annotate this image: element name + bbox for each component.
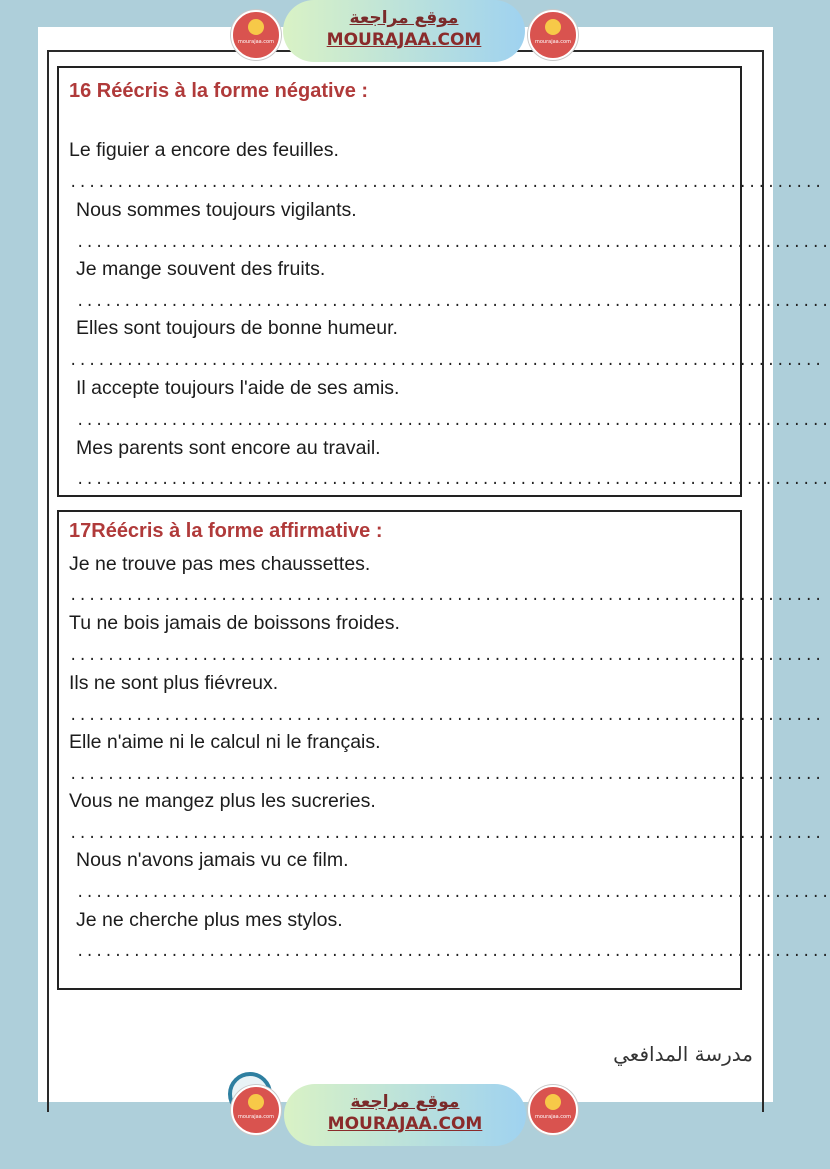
ex17-sentence-4: Elle n'aime ni le calcul ni le français. bbox=[69, 731, 381, 753]
ex17-sentence-6: Nous n'avons jamais vu ce film. bbox=[76, 849, 349, 871]
ex16-answer-line-4: ................................................................................ bbox=[69, 353, 824, 369]
logo-caption: mourajaa.com bbox=[534, 39, 571, 45]
logo-caption: mourajaa.com bbox=[237, 39, 274, 45]
banner-arabic-text[interactable]: موقع مراجعة bbox=[350, 1092, 460, 1112]
ex17-sentence-3: Ils ne sont plus fiévreux. bbox=[69, 672, 279, 694]
site-logo-icon bbox=[231, 1085, 281, 1135]
exercise-16-title: 16 Réécris à la forme négative : bbox=[69, 80, 369, 102]
ex16-sentence-5: Il accepte toujours l'aide de ses amis. bbox=[76, 377, 400, 399]
ex17-sentence-2: Tu ne bois jamais de boissons froides. bbox=[69, 612, 400, 634]
ex17-answer-line-4: ................................................................................ bbox=[69, 767, 824, 783]
ex17-sentence-7: Je ne cherche plus mes stylos. bbox=[76, 909, 343, 931]
logo-emblem-icon bbox=[248, 19, 264, 35]
site-banner-bottom[interactable] bbox=[284, 1084, 526, 1146]
banner-site-link[interactable]: MOURAJAA.COM bbox=[327, 1114, 483, 1134]
logo-caption: mourajaa.com bbox=[534, 1114, 571, 1120]
site-logo-icon bbox=[528, 1085, 578, 1135]
logo-emblem-icon bbox=[248, 1094, 264, 1110]
ex17-answer-line-6: ................................................................................ bbox=[76, 885, 830, 901]
exercise-16-box bbox=[57, 66, 830, 497]
exercise-17-box bbox=[57, 510, 830, 990]
ex16-sentence-2: Nous sommes toujours vigilants. bbox=[76, 199, 357, 221]
ex16-sentence-6: Mes parents sont encore au travail. bbox=[76, 437, 381, 459]
ex17-sentence-5: Vous ne mangez plus les sucreries. bbox=[69, 790, 376, 812]
ex17-answer-line-7: ................................................................................ bbox=[76, 944, 830, 960]
ex16-answer-line-2: ................................................................................ bbox=[76, 235, 830, 251]
logo-emblem-icon bbox=[545, 1094, 561, 1110]
ex17-answer-line-3: ................................................................................ bbox=[69, 708, 824, 724]
ex16-answer-line-3: ................................................................................ bbox=[76, 294, 830, 310]
site-banner-top[interactable] bbox=[283, 0, 525, 62]
logo-emblem-icon bbox=[545, 19, 561, 35]
worksheet-page bbox=[38, 27, 830, 1102]
ex16-answer-line-5: ................................................................................ bbox=[76, 413, 830, 429]
ex17-sentence-1: Je ne trouve pas mes chaussettes. bbox=[69, 553, 371, 575]
ex16-sentence-1: Le figuier a encore des feuilles. bbox=[69, 139, 339, 161]
school-name: مدرسة المدافعي bbox=[613, 1042, 753, 1066]
logo-caption: mourajaa.com bbox=[237, 1114, 274, 1120]
banner-site-link[interactable]: MOURAJAA.COM bbox=[326, 30, 482, 50]
ex17-answer-line-5: ................................................................................ bbox=[69, 826, 824, 842]
ex16-answer-line-1: ................................................................................ bbox=[69, 175, 824, 191]
site-logo-icon bbox=[528, 10, 578, 60]
exercise-17-title: 17Réécris à la forme affirmative : bbox=[69, 520, 383, 542]
banner-arabic-text[interactable]: موقع مراجعة bbox=[349, 8, 459, 28]
ex17-answer-line-1: ................................................................................ bbox=[69, 588, 824, 604]
ex16-answer-line-6: ................................................................................ bbox=[76, 472, 830, 488]
ex17-answer-line-2: ................................................................................ bbox=[69, 648, 824, 664]
ex16-sentence-3: Je mange souvent des fruits. bbox=[76, 258, 326, 280]
site-logo-icon bbox=[231, 10, 281, 60]
ex16-sentence-4: Elles sont toujours de bonne humeur. bbox=[76, 317, 398, 339]
